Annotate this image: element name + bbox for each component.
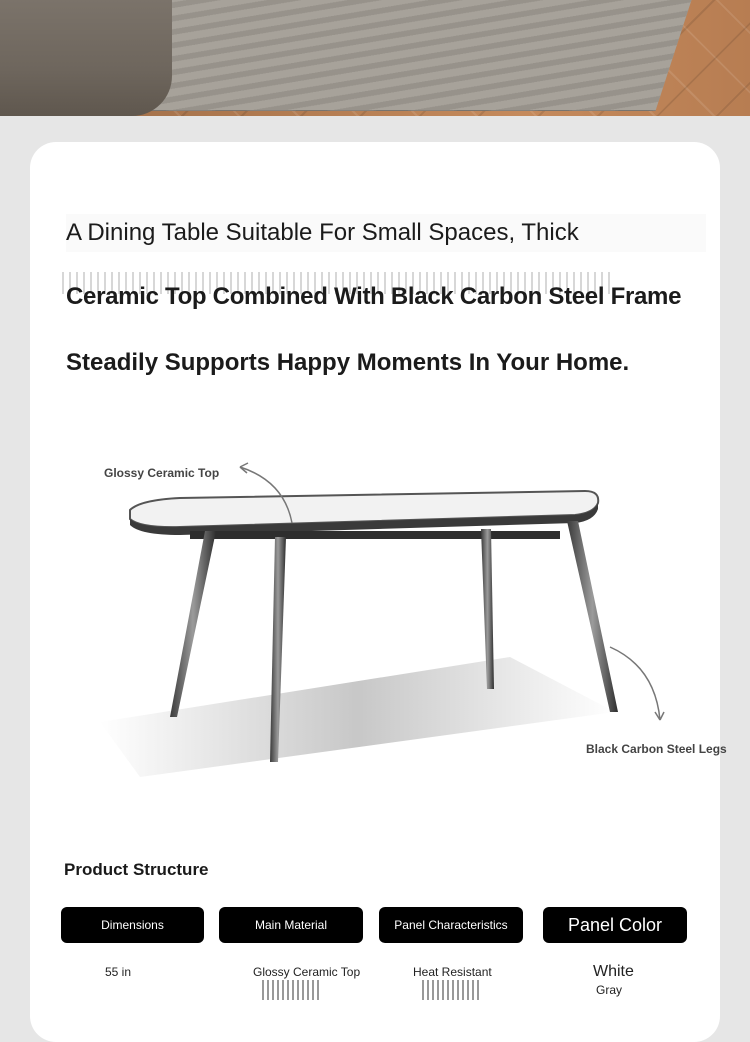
headline-line-3: Steadily Supports Happy Moments In Your Home. [66,349,630,376]
pill-panel-characteristics: Panel Characteristics [379,907,523,943]
table-leg-back-left [170,531,216,717]
garbled-glyphs-material [262,980,322,1000]
headline-line-1: A Dining Table Suitable For Small Spaces, Thick [66,214,706,252]
value-dimensions: 55 in [105,965,132,979]
garbled-glyphs-characteristics [422,980,482,1000]
hero-photo [0,0,750,116]
table-apron [190,531,560,539]
value-panel-color-secondary: Gray [596,983,623,997]
callout-steel-legs: Black Carbon Steel Legs [586,742,727,756]
pill-dimensions: Dimensions [61,907,204,943]
rug [135,0,704,111]
value-panel-characteristics: Heat Resistant [413,965,492,979]
chair [0,0,172,116]
callout-ceramic-top: Glossy Ceramic Top [104,466,220,480]
table-leg-front-right [567,521,618,712]
content-card [30,142,727,1042]
floor-shadow [100,657,615,777]
product-structure-title: Product Structure [64,860,209,879]
pill-main-material: Main Material [219,907,363,943]
pill-panel-color: Panel Color [543,907,687,943]
value-panel-color: White [593,963,634,980]
headline-line-2: Ceramic Top Combined With Black Carbon Steel Frame [66,283,682,310]
arrow-legs [610,647,660,720]
value-main-material: Glossy Ceramic Top [253,965,361,979]
